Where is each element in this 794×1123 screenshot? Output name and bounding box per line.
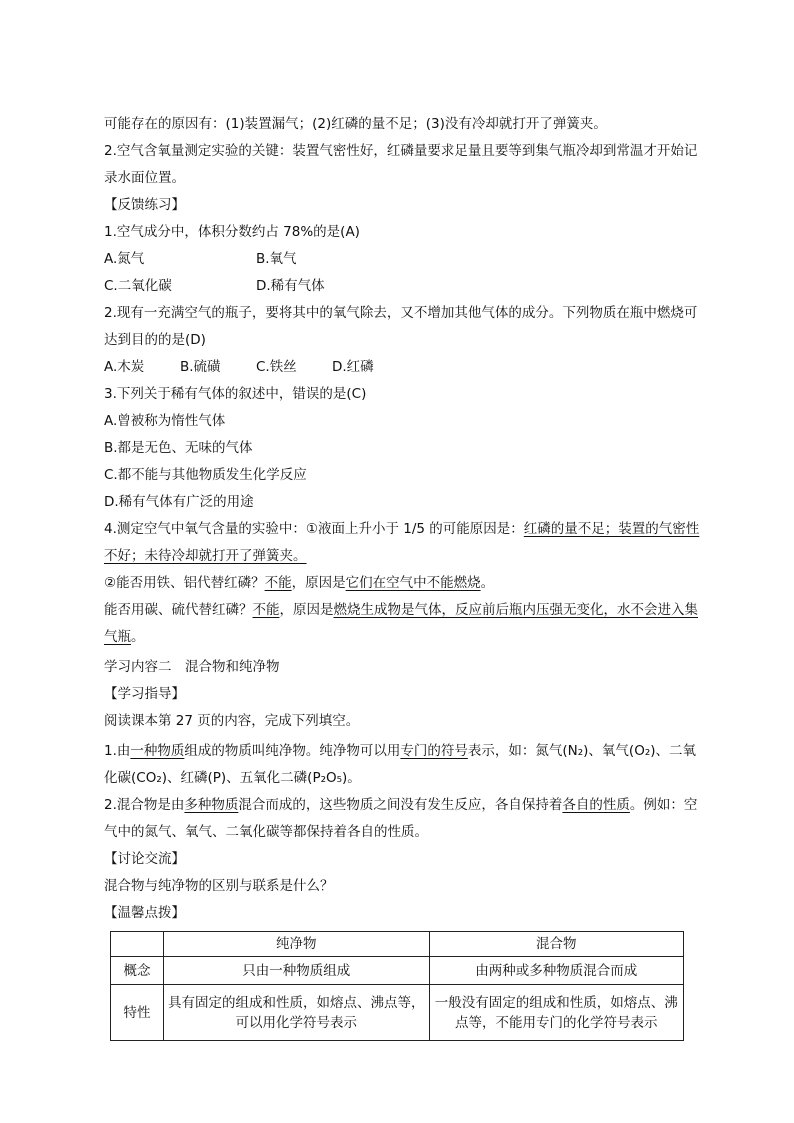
question-text: 表示，如：氮气(N₂)、氧气(O₂)、二氧 [467,743,697,759]
text-line: 2.空气含氧量测定实验的关键：装置气密性好，红磷量要求足量且要等到集气瓶冷却到常温才开始记 [104,143,698,159]
cell-line: 具有固定的组成和性质，如熔点、沸点等， [168,994,425,1011]
text-line: 阅读课本第 27 页的内容，完成下列填空。 [104,713,360,729]
section-heading: 【学习指导】 [104,686,185,702]
section-heading: 【反馈练习】 [104,197,185,213]
answer-text: 燃烧生成物是气体，反应前后瓶内压强无变化，水不会进入集 [333,602,698,618]
question-4-part-2 [104,573,494,593]
option-a: A.曾被称为惰性气体 [104,413,226,429]
table-row-label: 概念 [111,957,164,985]
text-line: 化碳(CO₂)、红磷(P)、五氧化二磷(P₂O₅)。 [104,770,361,786]
table-row [111,985,684,1041]
option-a: A.木炭 [104,359,145,375]
table-row-label: 特性 [111,985,164,1041]
answer-text: 不好；未待冷却就打开了弹簧夹。 [104,548,307,564]
answer-text: 一种物质 [130,743,185,759]
answer-text: 不能 [264,575,292,591]
table-cell [164,985,430,1041]
option-c: C.二氧化碳 [104,278,172,294]
question-1: 1.空气成分中，体积分数约占 78%的是(A) [104,224,360,240]
answer-text: 多种物质 [184,797,239,813]
table-row [111,957,684,985]
question-text: 混合而成的，这些物质之间没有发生反应，各自保持着 [238,797,563,813]
fill-in-1 [104,741,696,761]
question-text: ，原因是 [279,602,334,618]
cell-line: 点等，不能用专门的化学符号表示 [455,1014,658,1031]
option-c: C.铁丝 [256,359,297,375]
question-text: 组成的物质叫纯净物。纯净物可以用 [184,743,401,759]
option-d: D.稀有气体有广泛的用途 [104,494,254,510]
text-line: 达到目的的是(D) [104,332,206,348]
section-heading: 【讨论交流】 [104,851,185,867]
answer-text: 它们在空气中不能燃烧 [345,575,481,591]
section-heading: 【温馨点拨】 [104,905,185,921]
table-header-cell: 混合物 [429,932,684,957]
text-line: 气中的氮气、氧气、二氧化碳等都保持着各自的性质。 [104,824,428,840]
answer-text: 红磷的量不足；装置的气密性 [523,521,700,537]
cell-line: 可以用化学符号表示 [235,1014,357,1031]
question-4-part-3 [104,600,698,620]
comparison-table [110,931,684,1041]
section-title: 学习内容二 混合物和纯净物 [104,659,280,675]
question-text: 1.由 [104,743,131,759]
question-4 [104,519,699,539]
option-b: B.硫磺 [180,359,221,375]
question-text: 2.混合物是由 [104,797,185,813]
answer-text: 专门的符号 [400,743,468,759]
text-line: 可能存在的原因有：(1)装置漏气；(2)红磷的量不足；(3)没有冷却就打开了弹簧夹。 [104,116,607,132]
answer-text: 不能 [252,602,280,618]
table-header-row [111,932,684,957]
options-row [104,249,297,269]
question-text: ，原因是 [291,575,346,591]
table-cell: 由两种或多种物质混合而成 [429,957,684,985]
fill-in-2 [104,795,697,815]
punctuation: 。 [480,575,495,591]
text-line: 录水面位置。 [104,170,185,186]
question-text: 4.测定空气中氧气含量的实验中：①液面上升小于 1/5 的可能原因是： [104,521,524,537]
table-header-cell [111,932,164,957]
table-cell [429,985,684,1041]
question-text: 能否用碳、硫代替红磷？ [104,602,253,618]
question-2: 2.现有一充满空气的瓶子，要将其中的氧气除去，又不增加其他气体的成分。下列物质在瓶中燃烧可 [104,305,698,321]
option-b: B.都是无色、无味的气体 [104,440,253,456]
text-line [104,627,145,647]
option-b: B.氧气 [256,251,297,267]
option-d: D.红磷 [332,359,374,375]
answer-text: 气瓶 [104,629,131,645]
table-cell: 只由一种物质组成 [164,957,430,985]
table-header-cell: 纯净物 [164,932,430,957]
question-text: ②能否用铁、铝代替红磷？ [104,575,265,591]
text-line: 混合物与纯净物的区别与联系是什么？ [104,878,334,894]
punctuation: 。 [131,629,145,645]
answer-text: 各自的性质 [562,797,630,813]
options-row [104,357,374,377]
option-d: D.稀有气体 [256,278,325,294]
options-row [104,276,325,296]
question-text: 。例如：空 [629,797,698,813]
option-c: C.都不能与其他物质发生化学反应 [104,467,307,483]
option-a: A.氮气 [104,251,145,267]
cell-line: 一般没有固定的组成和性质，如熔点、沸 [434,994,678,1011]
question-3: 3.下列关于稀有气体的叙述中，错误的是(C) [104,386,367,402]
